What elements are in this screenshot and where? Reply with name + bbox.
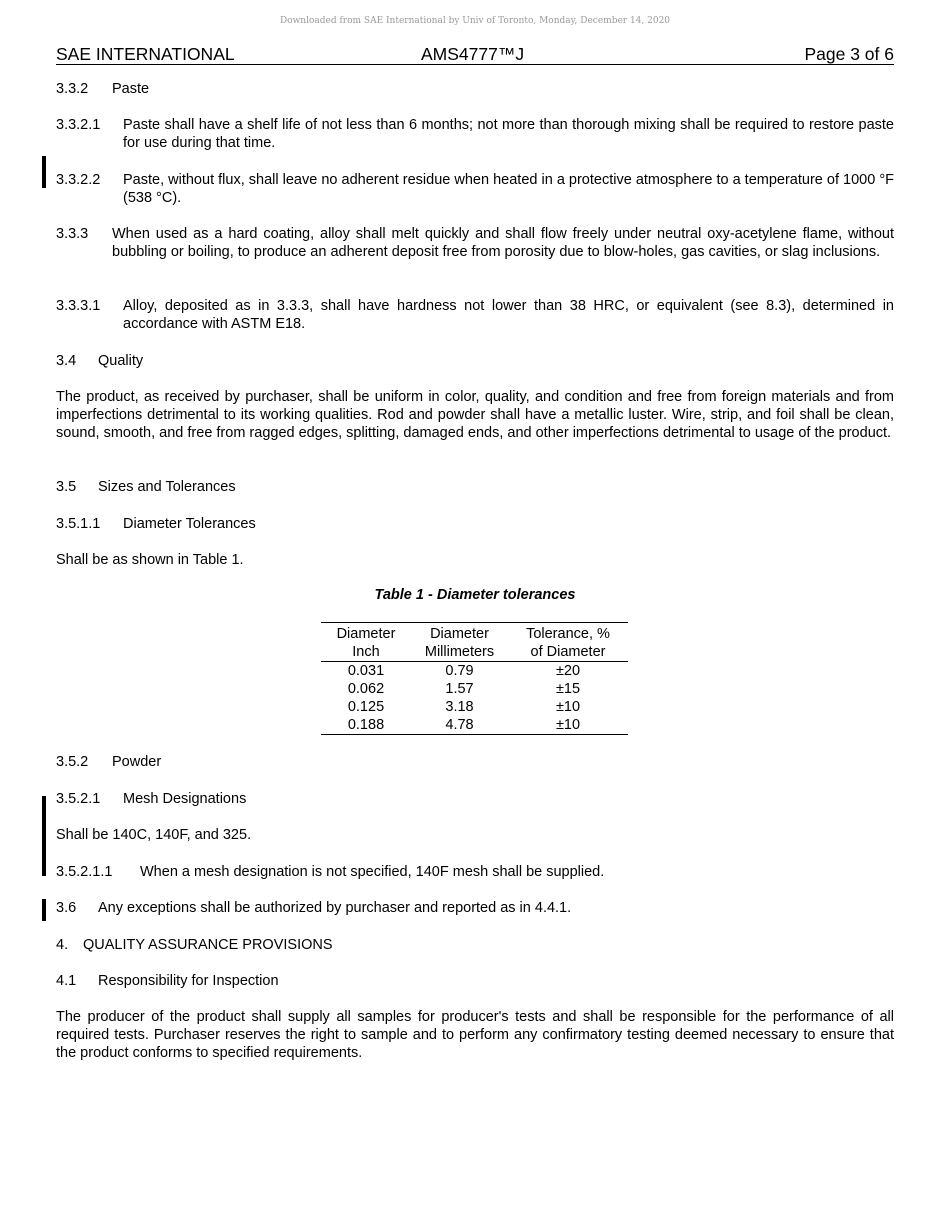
section-title: Paste bbox=[112, 81, 150, 97]
section-3-4-body: The product, as received by purchaser, shall be uniform in color, quality, and condition and free from foreign materials and from imperfections detrimental to its working qualities. Rod and powder shall have a metallic luster. Wire, strip, and foil shall be clean, sound, smooth, and free from ragged edges, splitting, damaged ends, and other imperfections detrimental to usage of the product. bbox=[56, 389, 894, 441]
section-number: 3.5.2.1 bbox=[56, 791, 101, 807]
section-number: 3.5 bbox=[56, 479, 77, 495]
section-title: QUALITY ASSURANCE PROVISIONS bbox=[83, 937, 333, 953]
section-number: 3.3.2.1 bbox=[56, 117, 101, 133]
section-3-3-2-heading bbox=[56, 80, 894, 98]
section-number: 3.5.2.1.1 bbox=[56, 864, 113, 880]
section-4-heading bbox=[56, 936, 894, 954]
section-3-5-2-1-heading bbox=[56, 790, 894, 808]
section-3-5-heading bbox=[56, 478, 894, 496]
column-header-diameter-inch: Diameter Inch bbox=[336, 626, 396, 660]
revision-bar bbox=[42, 156, 46, 188]
table-cell: 0.79 bbox=[445, 663, 474, 679]
publisher-name: SAE INTERNATIONAL bbox=[56, 44, 235, 64]
section-text: Paste shall have a shelf life of not less than 6 months; not more than thorough mixing shall be required to restore paste for use during that time. bbox=[123, 117, 894, 151]
table-row bbox=[321, 716, 628, 735]
revision-bar bbox=[42, 796, 46, 876]
section-number: 3.5.1.1 bbox=[56, 516, 101, 532]
section-text: Paste, without flux, shall leave no adherent residue when heated in a protective atmosphere to a temperature of 1000 °F (538 °C). bbox=[123, 172, 894, 206]
section-number: 3.4 bbox=[56, 353, 77, 369]
revision-bar bbox=[42, 899, 46, 921]
section-3-3-3 bbox=[56, 225, 894, 261]
section-3-3-3-1 bbox=[56, 297, 894, 333]
table-cell: 0.062 bbox=[347, 681, 385, 697]
section-3-5-1-1-body: Shall be as shown in Table 1. bbox=[56, 552, 244, 568]
section-text: When a mesh designation is not specified, 140F mesh shall be supplied. bbox=[140, 864, 605, 880]
section-3-5-2-heading bbox=[56, 753, 894, 771]
page-header bbox=[56, 44, 894, 65]
section-title: Mesh Designations bbox=[123, 791, 247, 807]
section-number: 3.3.3 bbox=[56, 226, 89, 242]
table-cell: 4.78 bbox=[445, 717, 474, 733]
download-watermark: Downloaded from SAE International by Univ of Toronto, Monday, December 14, 2020 bbox=[279, 16, 671, 26]
table-cell: ±10 bbox=[555, 699, 581, 715]
section-3-3-2-2 bbox=[56, 171, 894, 207]
section-3-5-2-1-body: Shall be 140C, 140F, and 325. bbox=[56, 827, 252, 843]
table-row bbox=[321, 680, 628, 698]
section-title: Powder bbox=[112, 754, 162, 770]
table-cell: ±15 bbox=[555, 681, 581, 697]
diameter-tolerance-table bbox=[321, 622, 628, 735]
section-4-1-heading bbox=[56, 972, 894, 990]
section-3-5-1-1-heading bbox=[56, 515, 894, 533]
table-row bbox=[321, 698, 628, 716]
table-cell: 3.18 bbox=[445, 699, 474, 715]
section-number: 3.3.3.1 bbox=[56, 298, 101, 314]
section-number: 4. bbox=[56, 937, 69, 953]
table-cell: ±10 bbox=[555, 717, 581, 733]
section-title: Quality bbox=[98, 353, 144, 369]
table-title: Table 1 - Diameter tolerances bbox=[374, 587, 576, 603]
column-header-diameter-mm: Diameter Millimeters bbox=[424, 626, 495, 660]
section-number: 4.1 bbox=[56, 973, 77, 989]
section-3-6 bbox=[56, 899, 894, 917]
table-row bbox=[321, 662, 628, 681]
table-cell: 0.125 bbox=[347, 699, 385, 715]
table-cell: ±20 bbox=[555, 663, 581, 679]
section-number: 3.3.2 bbox=[56, 81, 89, 97]
section-3-5-2-1-1 bbox=[56, 863, 894, 881]
page-number: Page 3 of 6 bbox=[804, 44, 894, 64]
table-cell: 0.031 bbox=[347, 663, 385, 679]
document-number: AMS4777™J bbox=[421, 44, 525, 64]
table-cell: 1.57 bbox=[445, 681, 474, 697]
section-text: Alloy, deposited as in 3.3.3, shall have hardness not lower than 38 HRC, or equivalent (see 8.3), determined in accordance with ASTM E18. bbox=[123, 298, 894, 332]
column-header-tolerance: Tolerance, % of Diameter bbox=[526, 626, 610, 660]
section-3-3-2-1 bbox=[56, 116, 894, 152]
section-number: 3.5.2 bbox=[56, 754, 89, 770]
section-text: Any exceptions shall be authorized by purchaser and reported as in 4.4.1. bbox=[98, 900, 572, 916]
table-cell: 0.188 bbox=[347, 717, 385, 733]
table-header-row bbox=[321, 623, 628, 662]
section-title: Sizes and Tolerances bbox=[98, 479, 236, 495]
section-3-4-heading bbox=[56, 352, 894, 370]
section-text: When used as a hard coating, alloy shall melt quickly and shall flow freely under neutral oxy-acetylene flame, without bubbling or boiling, to produce an adherent deposit free from porosity due to blow-holes, gas cavities, or slag inclusions. bbox=[112, 226, 894, 260]
section-4-1-body: The producer of the product shall supply all samples for producer's tests and shall be responsible for the performance of all required tests. Purchaser reserves the right to sample and to perform any confirmatory testing deemed necessary to ensure that the product conforms to specified requirements. bbox=[56, 1009, 894, 1061]
section-number: 3.3.2.2 bbox=[56, 172, 101, 188]
section-title: Diameter Tolerances bbox=[123, 516, 256, 532]
section-title: Responsibility for Inspection bbox=[98, 973, 279, 989]
section-number: 3.6 bbox=[56, 900, 77, 916]
